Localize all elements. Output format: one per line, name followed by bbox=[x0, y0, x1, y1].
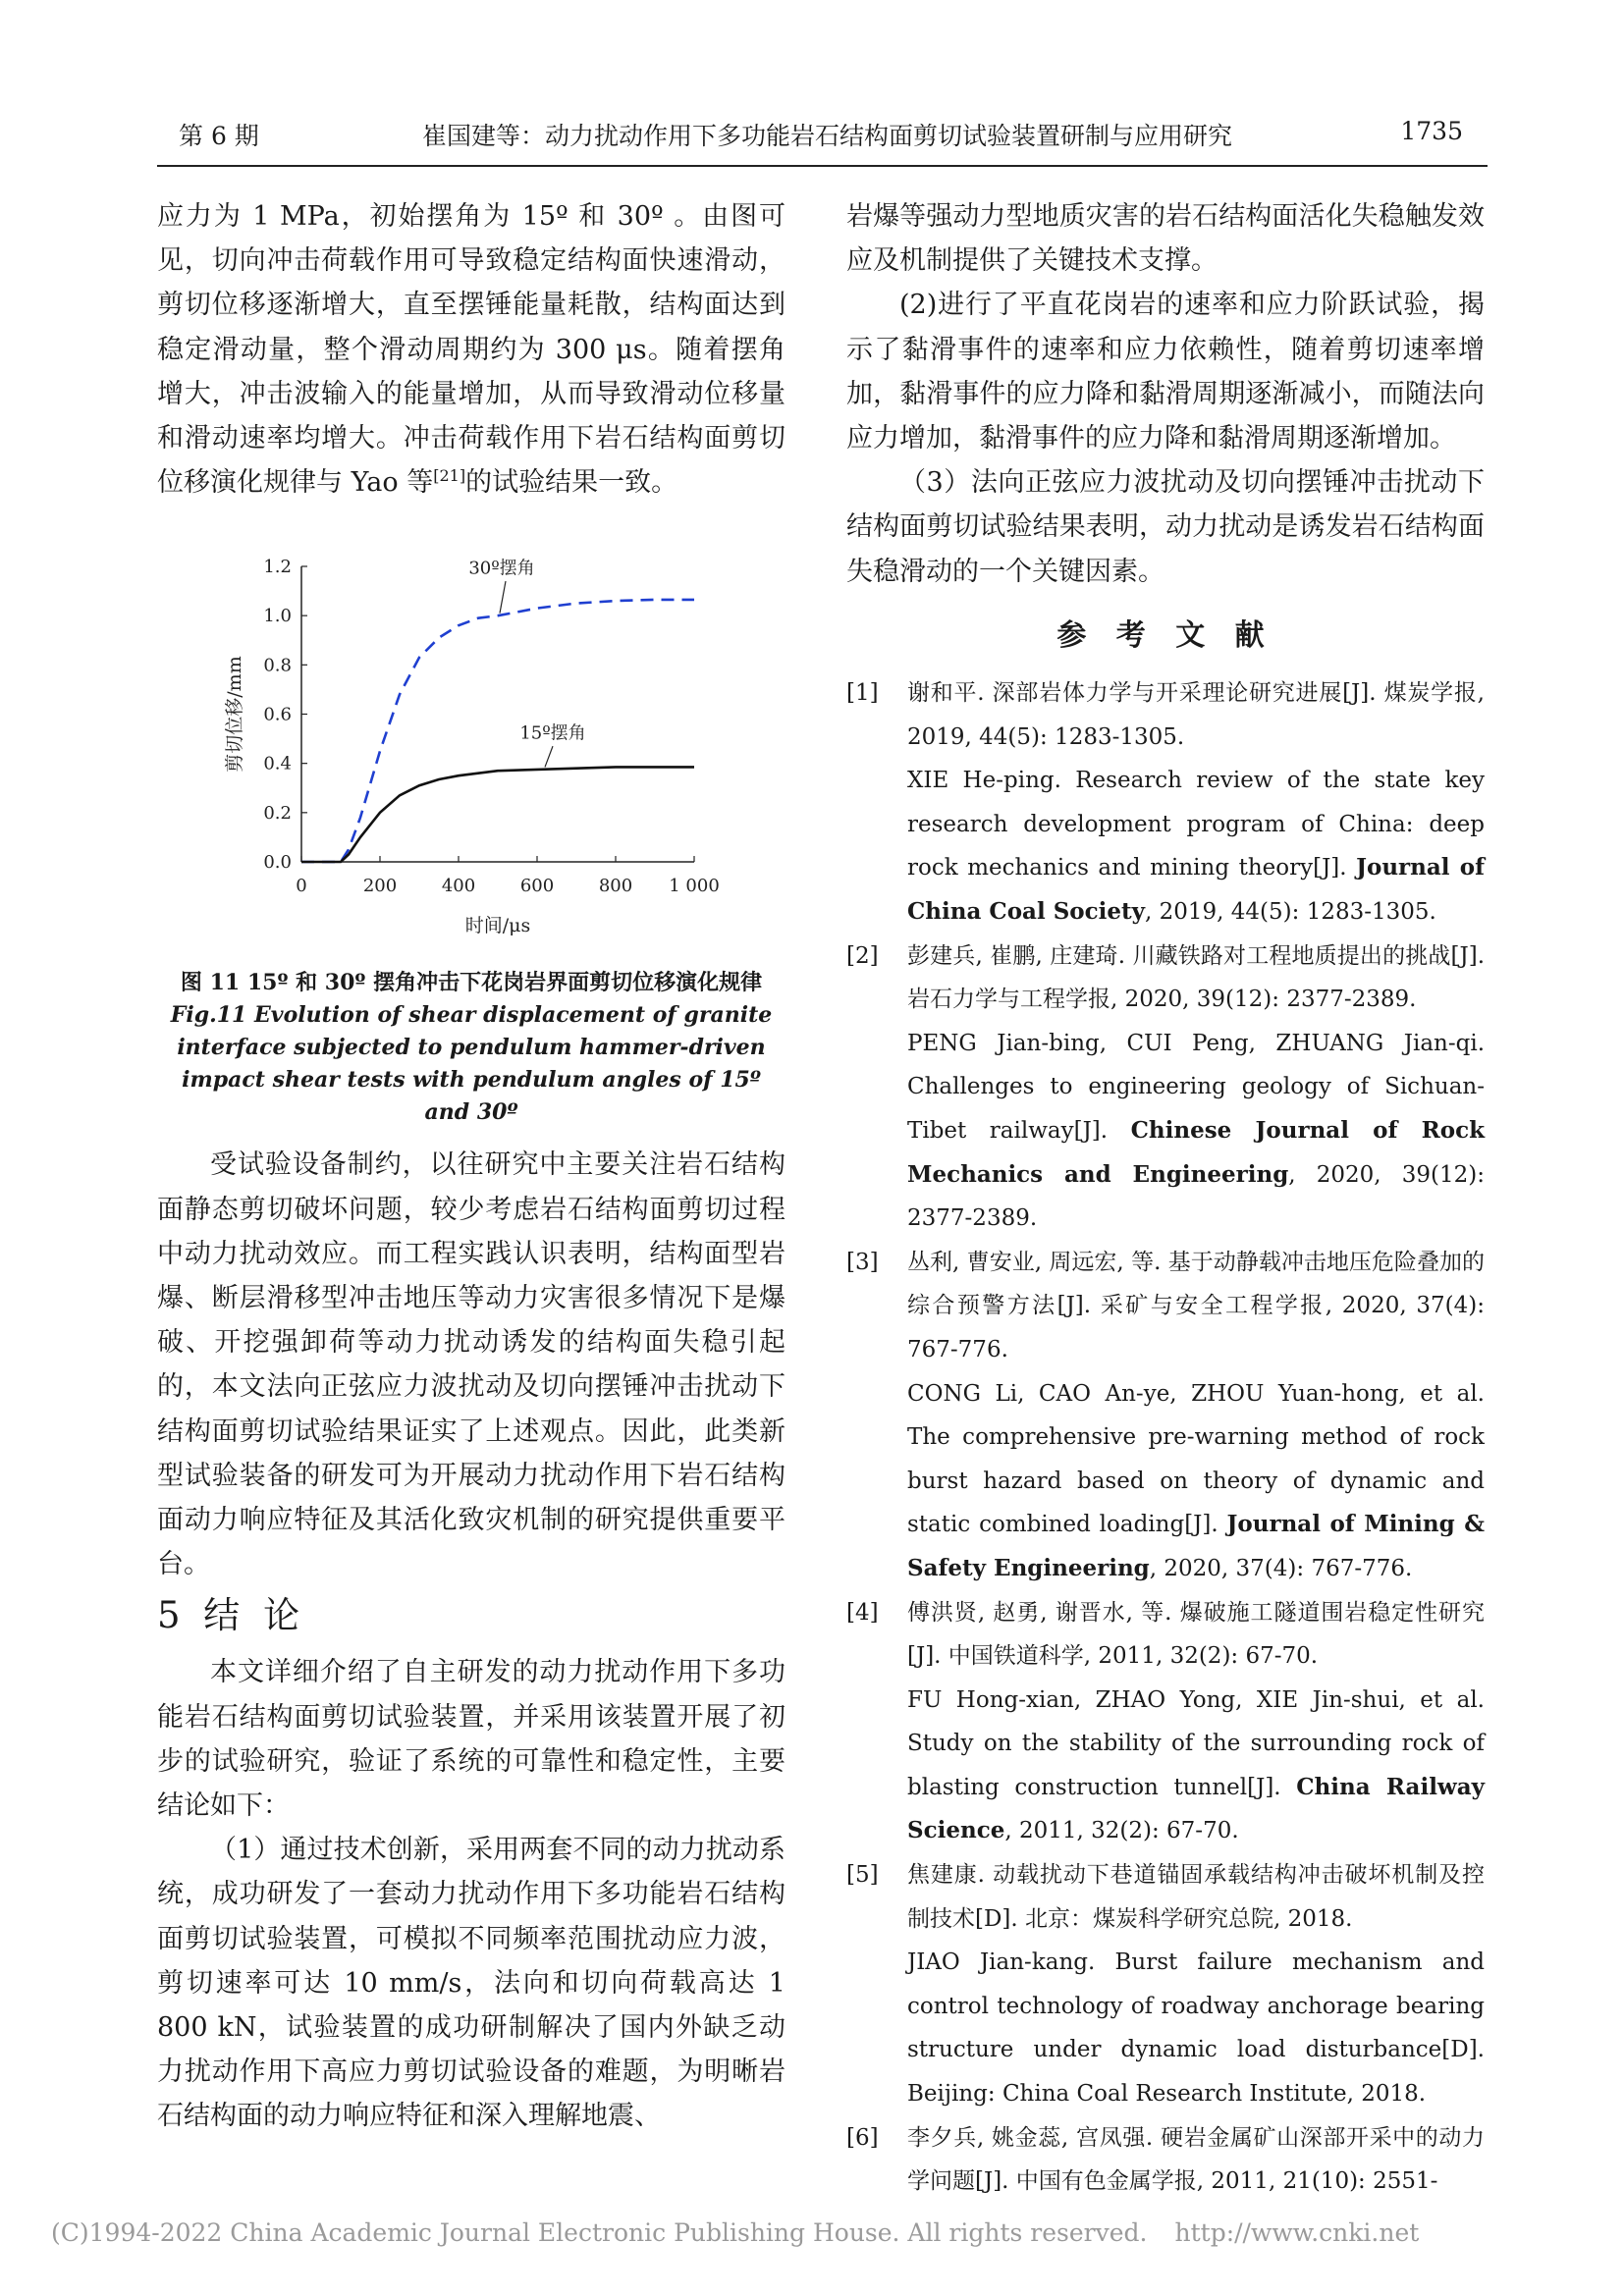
reference-number: [3] bbox=[846, 1249, 879, 1275]
page-number: 1735 bbox=[1400, 117, 1463, 145]
reference-item bbox=[846, 671, 1485, 934]
x-tick-label: 400 bbox=[441, 876, 476, 896]
y-tick-label: 0.0 bbox=[263, 852, 292, 873]
y-tick-label: 0.2 bbox=[263, 802, 292, 824]
reference-cn: 谢和平. 深部岩体力学与开采理论研究进展[J]. 煤炭学报, 2019, 44(5): 1283-1305. bbox=[907, 680, 1485, 750]
reference-en-text: , 2019, 44(5): 1283-1305. bbox=[1145, 899, 1436, 925]
reference-number: [1] bbox=[846, 680, 879, 707]
reference-journal: Journal of Mining & Safety Engineering bbox=[907, 1511, 1485, 1581]
reference-en bbox=[907, 1372, 1485, 1591]
references-title: 参 考 文 献 bbox=[1056, 617, 1274, 653]
paragraph: （1）通过技术创新，采用两套不同的动力扰动系统，成功研发了一套动力扰动作用下多功能岩石结构面剪切试验装置，可模拟不同频率范围扰动应力波，剪切速率可达 10 mm/s，法向和切向荷载高达 1 800 kN，试验装置的成功研制解决了国内外缺乏动力扰动作用下高应力剪切试验设备的难题，为明晰岩石结构面的动力响应特征和深入理解地震、 bbox=[157, 1835, 785, 2132]
reference-en-text: PENG Jian-bing, CUI Peng, ZHUANG Jian-qi. Challenges to engineering geology of Sichuan-Tibet railway[J]. bbox=[907, 1030, 1485, 1144]
x-axis-label: 时间/μs bbox=[464, 915, 531, 936]
series-label: 30º摆角 bbox=[468, 558, 535, 579]
reference-journal: China Railway Science bbox=[907, 1773, 1485, 1844]
paragraph-text: 应力为 1 MPa，初始摆角为 15º 和 30º 。由图可见，切向冲击荷载作用可导致稳定结构面快速滑动，剪切位移逐渐增大，直至摆锤能量耗散，结构面达到稳定滑动量，整个滑动周期约为 300 μs。随着摆角增大，冲击波输入的能量增加，从而导致滑动位移量和滑动速率均增大。冲击荷载作用下岩石结构面剪切位移演化规律与 Yao 等 bbox=[157, 201, 785, 499]
reference-number: [5] bbox=[846, 1862, 879, 1889]
y-axis-label: 剪切位移/mm bbox=[224, 656, 245, 773]
paragraph-continued bbox=[157, 194, 785, 505]
running-title: 崔国建等：动力扰动作用下多功能岩石结构面剪切试验装置研制与应用研究 bbox=[422, 122, 1233, 150]
series-leader-line bbox=[500, 581, 506, 614]
reference-item bbox=[846, 934, 1485, 1241]
y-tick-label: 0.6 bbox=[263, 704, 292, 725]
reference-en-text: , 2020, 39(12): 2377-2389. bbox=[907, 1161, 1485, 1232]
copyright-footer bbox=[51, 2218, 1524, 2247]
running-header bbox=[157, 111, 1463, 154]
reference-en bbox=[907, 759, 1485, 934]
x-tick-label: 800 bbox=[598, 876, 633, 896]
reference-journal: Chinese Journal of Rock Mechanics and Engineering bbox=[907, 1116, 1486, 1188]
caption-en: Fig.11 Evolution of shear displacement of granite interface subjected to pendulum hammer-driven impact shear tests with pendulum angles of 15º and 30º bbox=[170, 1002, 773, 1125]
reference-en bbox=[907, 1022, 1485, 1241]
paragraph: 本文详细介绍了自主研发的动力扰动作用下多功能岩石结构面剪切试验装置，并采用该装置开展了初步的试验研究，验证了系统的可靠性和稳定性，主要结论如下： bbox=[157, 1657, 785, 1822]
reference-en-text: , 2020, 37(4): 767-776. bbox=[1149, 1555, 1413, 1581]
series-line bbox=[301, 600, 694, 862]
right-column bbox=[846, 194, 1485, 2204]
reference-en-text: XIE He-ping. Research review of the state key research development program of China: deep rock mechanics and mining theory[J]. bbox=[907, 768, 1485, 881]
reference-en bbox=[907, 1679, 1485, 1853]
references-list bbox=[846, 671, 1485, 2204]
caption-cn: 图 11 15º 和 30º 摆角冲击下花岗岩界面剪切位移演化规律 bbox=[180, 970, 763, 995]
copyright-text: (C)1994-2022 China Academic Journal Electronic Publishing House. All rights reserved. bbox=[51, 2218, 1148, 2247]
x-tick-label: 0 bbox=[296, 876, 307, 896]
reference-en-text: FU Hong-xian, ZHAO Yong, XIE Jin-shui, et al. Study on the stability of the surrounding rock of blasting construction tunnel[J]. bbox=[907, 1686, 1485, 1800]
x-tick-label: 600 bbox=[519, 876, 555, 896]
series-leader-line bbox=[545, 746, 553, 767]
x-tick-label: 1 000 bbox=[669, 876, 720, 896]
reference-journal: Journal of China Coal Society bbox=[907, 854, 1485, 925]
header-rule bbox=[157, 165, 1488, 167]
x-tick-label: 200 bbox=[362, 876, 398, 896]
reference-item bbox=[846, 2116, 1485, 2204]
issue-number: 第 6 期 bbox=[179, 122, 259, 150]
reference-cn: 丛利, 曹安业, 周远宏, 等. 基于动静载冲击地压危险叠加的综合预警方法[J]. 采矿与安全工程学报, 2020, 37(4): 767-776. bbox=[907, 1249, 1485, 1362]
reference-en-text: JIAO Jian-kang. Burst failure mechanism and control technology of roadway anchorage bearing structure under dynamic load disturbance[D]. Beijing: China Coal Research Institute, 2018. bbox=[907, 1949, 1485, 2108]
left-column bbox=[157, 194, 785, 2139]
paragraph-text: 的试验结果一致。 bbox=[465, 467, 678, 499]
footer-url: http://www.cnki.net bbox=[1174, 2218, 1420, 2247]
reference-number: [6] bbox=[846, 2124, 879, 2151]
reference-number: [2] bbox=[846, 942, 879, 969]
reference-item bbox=[846, 1853, 1485, 2116]
figure-caption bbox=[157, 967, 785, 1129]
reference-item bbox=[846, 1241, 1485, 1591]
reference-en-text: CONG Li, CAO An-ye, ZHOU Yuan-hong, et al. The comprehensive pre-warning method of rock burst hazard based on theory of dynamic and static combined loading[J]. bbox=[907, 1380, 1485, 1538]
paragraph: 受试验设备制约，以往研究中主要关注岩石结构面静态剪切破坏问题，较少考虑岩石结构面剪切过程中动力扰动效应。而工程实践认识表明，结构面型岩爆、断层滑移型冲击地压等动力灾害很多情况下是爆破、开挖强卸荷等动力扰动诱发的结构面失稳引起的，本文法向正弦应力波扰动及切向摆锤冲击扰动下结构面剪切试验结果证实了上述观点。因此，此类新型试验装备的研发可为开展动力扰动作用下岩石结构面动力响应特征及其活化致灾机制的研究提供重要平台。 bbox=[157, 1149, 785, 1580]
y-tick-label: 0.4 bbox=[263, 753, 292, 774]
shear-displacement-chart bbox=[157, 540, 785, 962]
citation: [21] bbox=[433, 466, 466, 486]
y-tick-label: 1.2 bbox=[263, 557, 292, 577]
reference-en-text: , 2011, 32(2): 67-70. bbox=[1004, 1818, 1239, 1844]
paragraph: (2)进行了平直花岗岩的速率和应力阶跃试验，揭示了黏滑事件的速率和应力依赖性，随着剪切速率增加，黏滑事件的应力降和黏滑周期逐渐减小，而随法向应力增加，黏滑事件的应力降和黏滑周期逐渐增加。 bbox=[846, 290, 1485, 454]
paragraph-continued: 岩爆等强动力型地质灾害的岩石结构面活化失稳触发效应及机制提供了关键技术支撑。 bbox=[846, 201, 1485, 277]
paragraph: （3）法向正弦应力波扰动及切向摆锤冲击扰动下结构面剪切试验结果表明，动力扰动是诱发岩石结构面失稳滑动的一个关键因素。 bbox=[846, 467, 1485, 587]
y-tick-label: 1.0 bbox=[263, 606, 292, 627]
reference-number: [4] bbox=[846, 1599, 879, 1626]
reference-item bbox=[846, 1591, 1485, 1854]
section-title: 5 结 论 bbox=[157, 1594, 306, 1637]
y-tick-label: 0.8 bbox=[263, 655, 292, 676]
reference-cn: 李夕兵, 姚金蕊, 宫凤强. 硬岩金属矿山深部开采中的动力学问题[J]. 中国有色金属学报, 2011, 21(10): 2551- bbox=[907, 2124, 1485, 2195]
reference-cn: 傅洪贤, 赵勇, 谢晋水, 等. 爆破施工隧道围岩稳定性研究[J]. 中国铁道科学, 2011, 32(2): 67-70. bbox=[907, 1599, 1485, 1670]
series-label: 15º摆角 bbox=[519, 722, 586, 744]
reference-cn: 焦建康. 动载扰动下巷道锚固承载结构冲击破坏机制及控制技术[D]. 北京：煤炭科学研究总院, 2018. bbox=[907, 1862, 1485, 1932]
reference-cn: 彭建兵, 崔鹏, 庄建琦. 川藏铁路对工程地质提出的挑战[J]. 岩石力学与工程学报, 2020, 39(12): 2377-2389. bbox=[907, 942, 1485, 1013]
reference-en bbox=[907, 1941, 1485, 2115]
